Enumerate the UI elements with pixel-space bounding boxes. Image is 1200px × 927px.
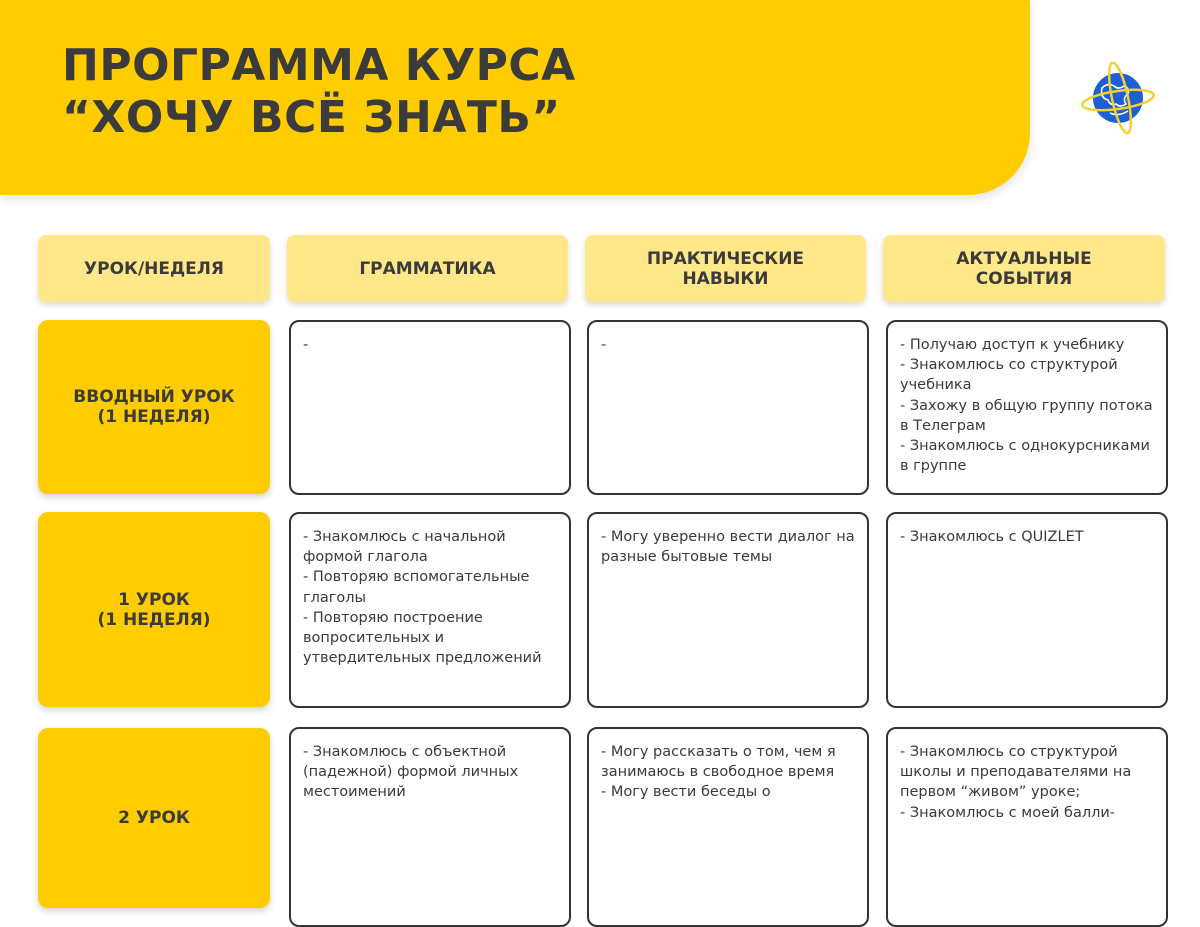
row-label-lesson-2: 2 УРОК — [38, 728, 270, 908]
page-title: ПРОГРАММА КУРСА “ХОЧУ ВСЁ ЗНАТЬ” — [62, 40, 576, 143]
grammar-cell: - — [289, 320, 571, 495]
skills-cell: - — [587, 320, 869, 495]
grammar-cell: - Знакомлюсь с начальной формой глагола - Повторяю вспомогательные глаголы - Повторяю построение вопросительных и утвердительных предложений — [289, 512, 571, 708]
grammar-cell: - Знакомлюсь с объектной (падежной) формой личных местоимений — [289, 727, 571, 927]
column-header-lesson: УРОК/НЕДЕЛЯ — [38, 235, 270, 302]
column-header-skills: ПРАКТИЧЕСКИЕ НАВЫКИ — [585, 235, 866, 302]
skills-cell: - Могу рассказать о том, чем я занимаюсь в свободное время - Могу вести беседы о — [587, 727, 869, 927]
events-cell: - Знакомлюсь с QUIZLET — [886, 512, 1168, 708]
events-cell: - Знакомлюсь со структурой школы и преподавателями на первом “живом” уроке; - Знакомлюсь с моей балли- — [886, 727, 1168, 927]
column-header-grammar: ГРАММАТИКА — [287, 235, 568, 302]
header-banner — [0, 0, 1030, 195]
events-cell: - Получаю доступ к учебнику - Знакомлюсь со структурой учебника - Захожу в общую группу потока в Телеграм - Знакомлюсь с однокурсниками в группе — [886, 320, 1168, 495]
row-label-intro: ВВОДНЫЙ УРОК (1 НЕДЕЛЯ) — [38, 320, 270, 494]
skills-cell: - Могу уверенно вести диалог на разные бытовые темы — [587, 512, 869, 708]
row-label-lesson-1: 1 УРОК (1 НЕДЕЛЯ) — [38, 512, 270, 707]
globe-with-orbit-icon — [1078, 58, 1158, 138]
column-header-events: АКТУАЛЬНЫЕ СОБЫТИЯ — [883, 235, 1165, 302]
